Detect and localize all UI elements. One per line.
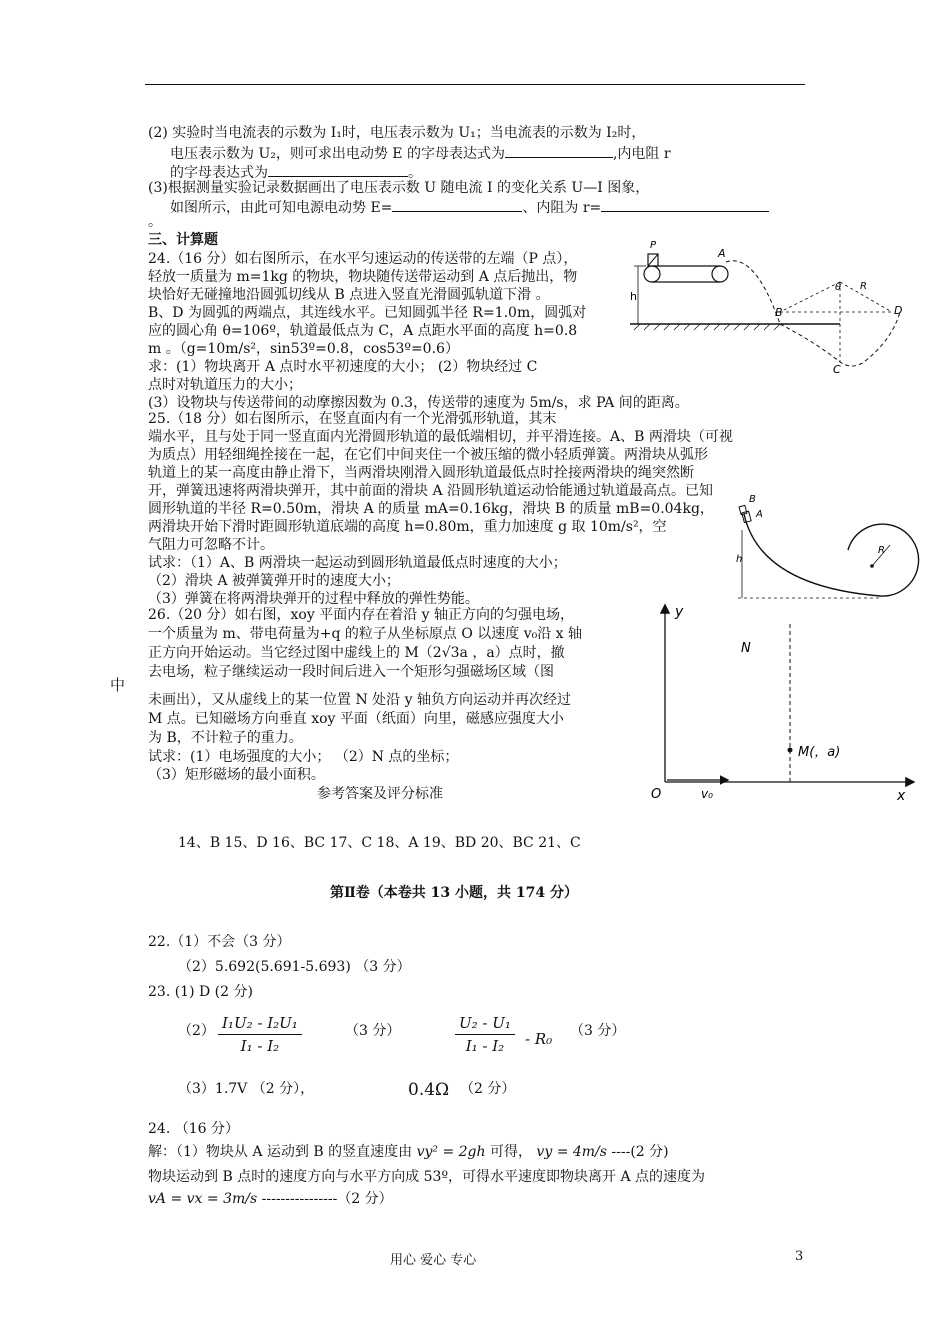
q24-line: B、D 为圆弧的两端点，其连线水平。已知圆弧半径 R=1.0m，圆弧对 (148, 305, 587, 321)
q26-coordinate-figure (645, 600, 920, 805)
label-v0: v₀ (701, 787, 713, 801)
choice-answers: 14、B 15、D 16、BC 17、C 18、A 19、BD 20、BC 21、C (178, 835, 581, 851)
q26-line: 正方向开始运动。当它经过图中虚线上的 M（2√3a ，a）点时，撤 (148, 645, 565, 661)
q23-p2-line2 (170, 143, 671, 164)
q23-p3-line1: (3)根据测量实验记录数据画出了电压表示数 U 随电流 I 的变化关系 U—I 图象， (148, 180, 650, 196)
q25-line: （2）滑块 A 被弹簧弹开时的速度大小； (148, 573, 400, 589)
formula-emf-numerator: I₁U₂ - I₂U₁ (222, 1014, 298, 1032)
q26-line: 为 B，不计粒子的重力。 (148, 730, 303, 746)
q25-line: （3）弹簧在将两滑块弹开的过程中释放的弹性势能。 (148, 591, 479, 607)
q24-line: 应的圆心角 θ=106º，轨道最低点为 C，A 点距水平面的高度 h=0.8 (148, 323, 578, 339)
q23-p2-line2a: 电压表示数为 U₂，则可求出电动势 E 的字母表达式为 (170, 146, 505, 162)
q25-track-figure (730, 490, 920, 608)
label-c: C (833, 363, 841, 376)
label-b: B (775, 306, 783, 319)
q24-line: 求：(1）物块离开 A 点时水平初速度的大小； (2）物块经过 C (148, 359, 538, 375)
formula-emf-denominator: I₁ - I₂ (218, 1034, 302, 1055)
answer-22-2: （2）5.692(5.691-5.693) （3 分） (178, 959, 411, 975)
q26-line: 未画出），又从虚线上的某一位置 N 处沿 y 轴负方向运动并再次经过 (148, 692, 571, 708)
q25-line: 试求：（1）A、B 两滑块一起运动到圆形轨道最低点时速度的大小； (148, 555, 567, 571)
formula-minus-r0: - R₀ (525, 1030, 553, 1048)
label-m: M(，a) (798, 745, 841, 760)
q24-line: 轻放一质量为 m=1kg 的物块，物块随传送带运动到 A 点后抛出，物 (148, 269, 578, 285)
projectile-path (726, 261, 780, 324)
circular-loop (848, 524, 919, 596)
formula-resistance-numerator: U₂ - U₁ (459, 1014, 511, 1032)
answer-23-3-score: （2 分） (460, 1081, 516, 1097)
pulley-right (712, 266, 728, 282)
q23-p3-line2b: 、内阻为 r= (522, 200, 602, 216)
label-n: N (741, 641, 751, 656)
q23-p3-line2 (170, 197, 769, 218)
q24-line: (3）设物块与传送带间的动摩擦因数为 0.3，传送带的速度为 5m/s，求 PA 间的距离。 (148, 395, 689, 411)
q24-line: 24.（16 分）如右图所示，在水平匀速运动的传送带的左端（P 点）， (148, 251, 578, 267)
footer-text: 用心 爱心 专心 (390, 1253, 477, 1268)
page-number: 3 (795, 1249, 804, 1264)
answer-23-2-score1: （3 分） (345, 1023, 401, 1039)
q24-conveyor-figure (630, 232, 910, 377)
q23-p2-line3a: 的字母表达式为 (170, 165, 268, 181)
q25-line: 端水平，且与处于同一竖直面内光滑圆形轨道的最低端相切，并平滑连接。A、B 两滑块（可视 (148, 429, 733, 445)
answer-24-l3a: vA = vx = 3m/s (148, 1191, 258, 1207)
answer-24-l1c: 可得， (489, 1144, 532, 1160)
label-b: B (749, 494, 756, 505)
header-rule (145, 84, 805, 85)
label-a: A (718, 247, 726, 260)
q25-line: 开，弹簧迅速将两滑块弹开，其中前面的滑块 A 沿圆形轨道运动恰能通过轨道最高点。已知 (148, 483, 714, 499)
label-r: R (860, 281, 867, 292)
label-h: h (630, 290, 637, 303)
q26-line: 26.（20 分）如右图，xoy 平面内存在着沿 y 轴正方向的匀强电场， (148, 607, 575, 623)
q23-p2-line2b: ,内电阻 r (612, 146, 671, 162)
answer-24-l1b: vy² = 2gh (416, 1144, 486, 1160)
q24-line: 点时对轨道压力的大小； (148, 377, 302, 393)
formula-resistance (455, 1014, 515, 1055)
label-r: R (878, 545, 885, 556)
q26-line: （3）矩形磁场的最小面积。 (148, 767, 325, 783)
answer-22-1: 22.（1）不会（3 分） (148, 934, 291, 950)
label-d: D (894, 304, 903, 317)
answer-23-2-label: （2） (178, 1023, 215, 1039)
answer-24-l1a: 解：（1）物块从 A 运动到 B 的竖直速度由 (148, 1144, 413, 1160)
answer-24-line3 (148, 1190, 393, 1209)
pulley-left (644, 266, 660, 282)
label-o: O (651, 787, 662, 802)
label-a: A (756, 509, 763, 520)
blank-e-expression (505, 143, 613, 158)
q23-p3-line3: 。 (148, 214, 162, 230)
curved-slope (744, 514, 880, 596)
answer-24-line1 (148, 1143, 669, 1162)
block-b (739, 505, 747, 514)
q26-line: 去电场，粒子继续运动一段时间后进入一个矩形匀强磁场区域（图 (148, 664, 554, 680)
q26-line: 一个质量为 m、带电荷量为+q 的粒子从坐标原点 O 以速度 v₀沿 x 轴 (148, 626, 583, 642)
q25-line: 两滑块开始下滑时距圆形轨道底端的高度 h=0.80m，重力加速度 g 取 10m/s²，空 (148, 519, 667, 535)
q24-line: 块恰好无碰撞地沿圆弧切线从 B 点进入竖直光滑圆弧轨道下滑 。 (148, 287, 550, 303)
label-y: y (675, 604, 684, 620)
formula-resistance-denominator: I₁ - I₂ (455, 1034, 515, 1055)
blank-r-expression (268, 162, 408, 177)
answer-23-2-score2: （3 分） (570, 1023, 626, 1039)
q23-p2-line3b: 。 (408, 165, 422, 181)
label-h: h (736, 554, 743, 565)
q24-line: m 。（g=10m/s²，sin53º=0.8，cos53º=0.6） (148, 341, 459, 357)
answer-24-l3b: ----------------（2 分） (261, 1191, 393, 1207)
formula-emf (218, 1014, 302, 1055)
answer-24-l1e: ----(2 分) (611, 1144, 669, 1160)
point-m (788, 748, 793, 753)
answer-24-head: 24. （16 分） (148, 1121, 239, 1137)
answer-24-l1d: vy = 4m/s (536, 1144, 607, 1160)
margin-char: 中 (110, 676, 126, 694)
blank-emf (392, 197, 522, 212)
q25-line: 为质点）用轻细绳拴接在一起，在它们中间夹住一个被压缩的微小轻质弹簧。两滑块从弧形 (148, 447, 708, 463)
label-p: P (650, 240, 657, 251)
label-x: x (897, 788, 906, 804)
q26-line: 试求：(1）电场强度的大小； （2）N 点的坐标； (148, 749, 459, 765)
part2-title: 第Ⅱ卷（本卷共 13 小题，共 174 分） (330, 885, 579, 901)
q25-line: 轨道上的某一高度由静止滑下，当两滑块刚滑入圆形轨道最低点时拴接两滑块的绳突然断 (148, 465, 694, 481)
q25-line: 25.（18 分）如右图所示，在竖直面内有一个光滑弧形轨道，其末 (148, 411, 557, 427)
answers-title: 参考答案及评分标准 (317, 786, 443, 802)
q23-p2-line1: (2) 实验时当电流表的示数为 I₁时，电压表示数为 U₁；当电流表的示数为 I₂时， (148, 125, 646, 141)
section-title: 三、计算题 (148, 232, 218, 248)
answer-23-3: （3）1.7V （2 分）， (178, 1081, 315, 1097)
answer-24-line2: 物块运动到 B 点时的速度方向与水平方向成 53º，可得水平速度即物块离开 A 点的速度为 (148, 1169, 706, 1185)
blank-internal-resistance (601, 197, 769, 212)
answer-23-3-r: 0.4Ω (408, 1080, 450, 1100)
q25-line: 气阻力可忽略不计。 (148, 537, 274, 553)
q26-line: M 点。已知磁场方向垂直 xoy 平面（纸面）向里，磁感应强度大小 (148, 711, 564, 727)
q23-p3-line2a: 如图所示，由此可知电源电动势 E= (170, 200, 393, 216)
answer-23-1: 23. (1) D (2 分) (148, 984, 253, 1000)
label-theta: θ (835, 282, 842, 293)
q25-line: 圆形轨道的半径 R=0.50m，滑块 A 的质量 mA=0.16kg，滑块 B 的质量 mB=0.04kg， (148, 501, 714, 517)
